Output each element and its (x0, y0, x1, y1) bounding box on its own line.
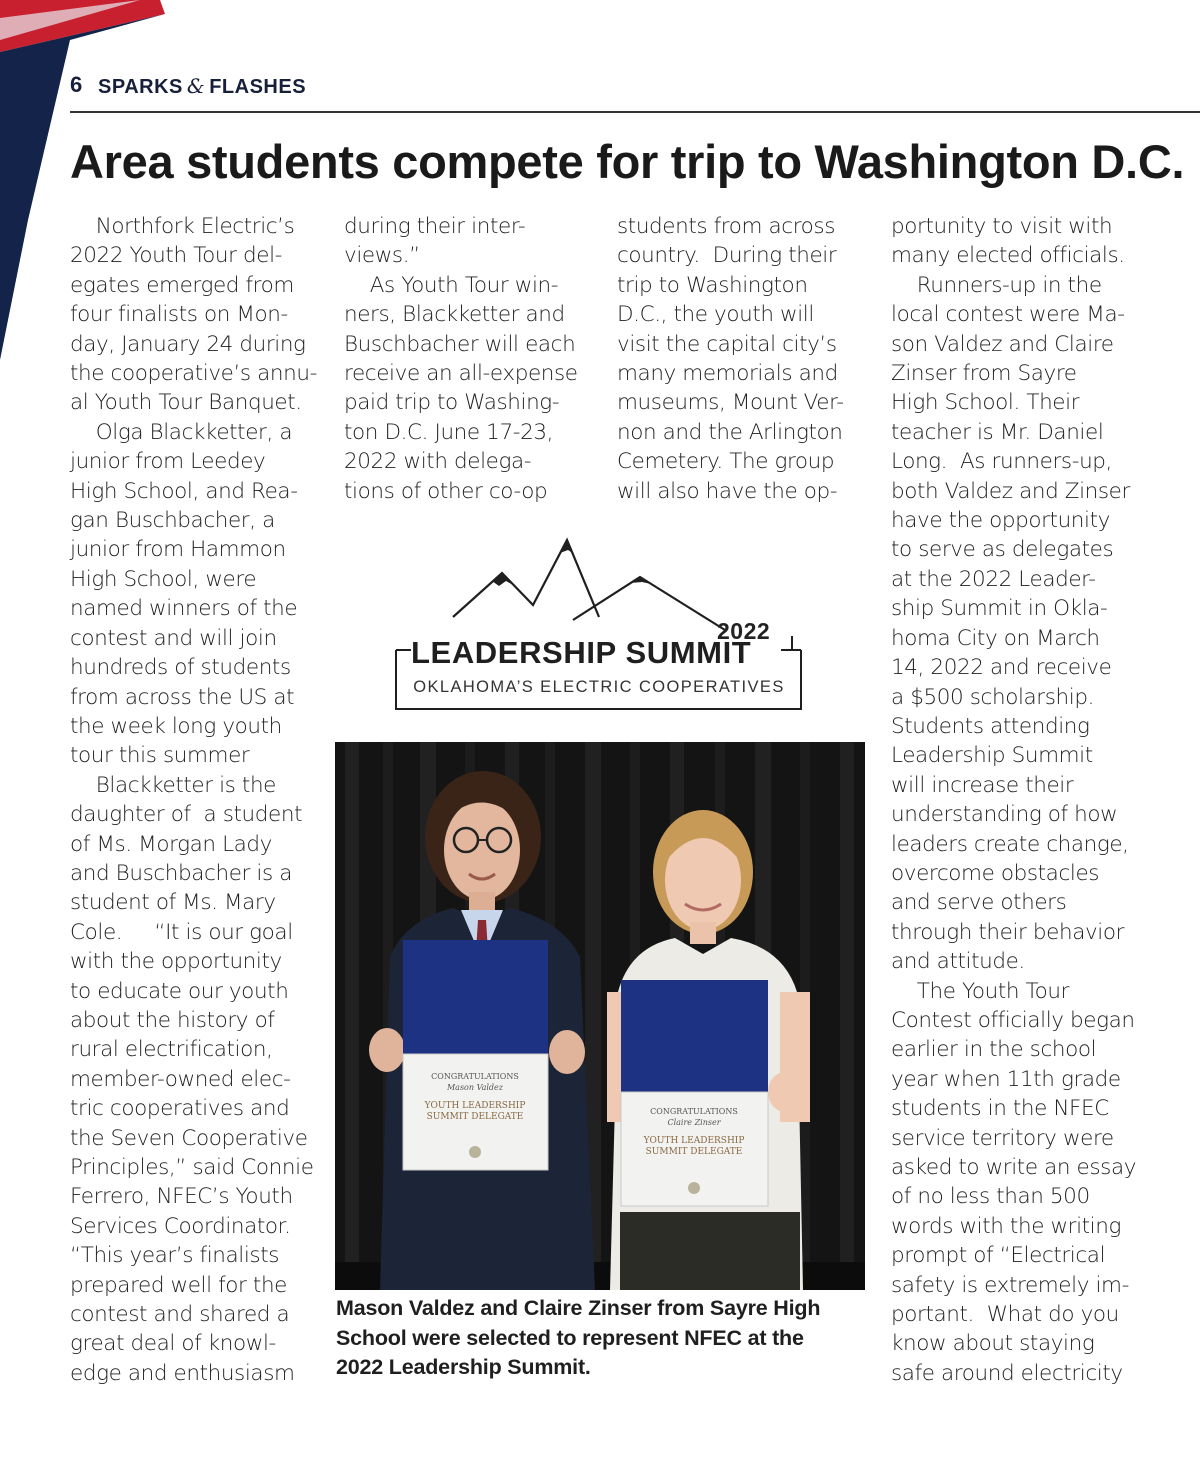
article-line: homa City on March (891, 625, 1100, 651)
article-line: 2022 with delega- (344, 449, 532, 475)
article-line: 14, 2022 and receive (891, 655, 1112, 681)
article-line: Contest officially began (891, 1007, 1135, 1033)
article-line: teacher is Mr. Daniel (891, 419, 1104, 445)
article-line: have the opportunity (891, 508, 1110, 534)
article-line: many elected officials. (891, 243, 1125, 269)
article-line: “This year’s finalists (70, 1243, 280, 1269)
cert-right-line1: YOUTH LEADERSHIP (643, 1136, 745, 1146)
article-line: a $500 scholarship. (891, 684, 1095, 710)
caption-line: School were selected to represent NFEC at the (336, 1325, 804, 1350)
article-line: about the history of (70, 1007, 275, 1033)
article-line: the Seven Cooperative (70, 1125, 308, 1151)
article-line: students from across (617, 214, 836, 239)
article-line: and Buschbacher is a (70, 860, 292, 886)
logo-year: 2022 (717, 618, 771, 644)
article-line: tions of other co-op (344, 478, 548, 504)
article-line: the week long youth (70, 713, 282, 739)
article-line: junior from Hammon (70, 537, 286, 563)
article-line: contest and will join (70, 625, 277, 651)
article-line: the cooperative’s annu- (70, 361, 317, 387)
article-line: ton D.C. June 17-23, (344, 419, 554, 445)
article-line: understanding of how (891, 802, 1118, 828)
publication-name-ampersand: & (186, 74, 206, 98)
students-photo (335, 742, 865, 1290)
article-line: safe around electricity (891, 1360, 1123, 1386)
article-line: will increase their (891, 772, 1074, 798)
article-column-4 (891, 212, 1181, 1388)
article-line: paid trip to Washing- (344, 390, 560, 416)
article-line: words with the writing (891, 1213, 1121, 1239)
article-line: Runners-up in the (891, 272, 1102, 298)
article-line: earlier in the school (891, 1037, 1097, 1063)
article-line: Northfork Electric’s (70, 214, 295, 239)
article-line: through their behavior (891, 919, 1125, 945)
article-line: of Ms. Morgan Lady (70, 831, 273, 857)
article-line: High School. Their (891, 390, 1080, 416)
publication-name-part1: SPARKS (98, 76, 183, 98)
article-line: The Youth Tour (891, 978, 1070, 1004)
cert-left-name: Mason Valdez (446, 1083, 504, 1092)
article-line: from across the US at (70, 684, 295, 710)
article-line: As Youth Tour win- (344, 272, 559, 298)
cert-left-heading: CONGRATULATIONS (431, 1072, 519, 1081)
article-line: named winners of the (70, 596, 298, 622)
article-line: service territory were (891, 1125, 1114, 1151)
article-line: at the 2022 Leader- (891, 566, 1096, 592)
article-line: year when 11th grade (891, 1066, 1121, 1092)
article-line: student of Ms. Mary (70, 890, 276, 916)
article-line: Zinser from Sayre (891, 361, 1077, 387)
article-line: rural electrification, (70, 1037, 273, 1063)
article-line: contest and shared a (70, 1302, 290, 1328)
article-line: both Valdez and Zinser (891, 478, 1130, 504)
article-line: trip to Washington (617, 272, 808, 298)
article-line: country. During their (617, 243, 837, 269)
cert-right-line2: SUMMIT DELEGATE (645, 1147, 743, 1157)
article-line: daughter of a student (70, 802, 303, 828)
cert-left-line2: SUMMIT DELEGATE (426, 1112, 524, 1122)
cert-left-line1: YOUTH LEADERSHIP (424, 1101, 526, 1111)
caption-line: Mason Valdez and Claire Zinser from Sayre High (336, 1296, 821, 1320)
article-line: hundreds of students (70, 655, 291, 681)
article-line: tric cooperatives and (70, 1096, 290, 1122)
article-line: egates emerged from (70, 272, 294, 298)
article-line: great deal of knowl- (70, 1331, 276, 1357)
article-line: 2022 Youth Tour del- (70, 243, 283, 269)
article-line: day, January 24 during (70, 331, 306, 357)
article-line: Cemetery. The group (617, 449, 835, 475)
article-line: overcome obstacles (891, 860, 1100, 886)
article-line: of no less than 500 (891, 1184, 1090, 1210)
article-line: Cole. “It is our goal (70, 919, 293, 945)
article-line: Services Coordinator. (70, 1213, 291, 1239)
article-line: receive an all-expense (344, 361, 578, 387)
photo-caption (336, 1294, 856, 1383)
article-line: with the opportunity (70, 949, 282, 975)
article-line: portant. What do you (891, 1302, 1119, 1328)
article-line: son Valdez and Claire (891, 331, 1114, 357)
article-line: Principles,” said Connie (70, 1155, 314, 1180)
caption-line: 2022 Leadership Summit. (336, 1355, 591, 1379)
article-line: to educate our youth (70, 978, 289, 1004)
article-line: prepared well for the (70, 1272, 288, 1298)
article-line: leaders create change, (891, 831, 1129, 857)
article-line: safety is extremely im- (891, 1272, 1129, 1298)
article-line: al Youth Tour Banquet. (70, 390, 302, 416)
article-line: four finalists on Mon- (70, 302, 288, 328)
article-line: Olga Blackketter, a (70, 419, 293, 445)
article-line: High School, were (70, 566, 257, 592)
article-line: views.” (344, 243, 420, 269)
article-line: to serve as delegates (891, 537, 1114, 563)
publication-name (98, 74, 306, 99)
article-column-1 (70, 212, 320, 1388)
article-line: D.C., the youth will (617, 302, 814, 328)
students-photo-illustration (335, 742, 865, 1290)
article-line: visit the capital city’s (617, 331, 837, 357)
article-title: Area students compete for trip to Washington D.C. (70, 135, 1185, 188)
article-line: will also have the op- (617, 478, 838, 504)
article-line: junior from Leedey (70, 449, 266, 475)
article-line: Long. As runners-up, (891, 449, 1112, 475)
article-line: and attitude. (891, 949, 1025, 975)
article-line: High School, and Rea- (70, 478, 298, 504)
article-line: museums, Mount Ver- (617, 390, 844, 416)
cert-right-heading: CONGRATULATIONS (650, 1107, 738, 1116)
article-line: asked to write an essay (891, 1155, 1137, 1180)
article-line: Students attending (891, 713, 1090, 739)
logo-title: LEADERSHIP SUMMIT (411, 635, 752, 670)
article-line: non and the Arlington (617, 419, 843, 445)
article-line: Blackketter is the (70, 772, 277, 798)
page-header (70, 70, 1200, 114)
article-column-2 (344, 212, 594, 506)
article-line: during their inter- (344, 214, 526, 239)
article-line: portunity to visit with (891, 214, 1113, 239)
article-line: ners, Blackketter and (344, 302, 565, 328)
logo-subtitle: OKLAHOMA’S ELECTRIC COOPERATIVES (413, 678, 785, 696)
article-line: Buschbacher will each (344, 331, 576, 357)
article-line: edge and enthusiasm (70, 1360, 295, 1386)
header-rule (70, 111, 1200, 113)
publication-name-part2: FLASHES (209, 76, 307, 98)
article-line: gan Buschbacher, a (70, 508, 275, 534)
article-line: ship Summit in Okla- (891, 596, 1108, 622)
page-number: 6 (70, 72, 83, 97)
article-line: many memorials and (617, 361, 838, 387)
article-column-3 (617, 212, 867, 506)
cert-right-name: Claire Zinser (667, 1118, 721, 1127)
leadership-summit-logo (395, 535, 805, 713)
article-line: prompt of “Electrical (891, 1243, 1106, 1269)
article-line: Ferrero, NFEC’s Youth (70, 1184, 293, 1210)
article-line: know about staying (891, 1331, 1095, 1357)
article-line: and serve others (891, 890, 1067, 916)
article-line: member-owned elec- (70, 1066, 291, 1092)
article-line: local contest were Ma- (891, 302, 1125, 328)
article-line: Leadership Summit (891, 743, 1093, 769)
article-line: tour this summer (70, 743, 250, 769)
article-line: students in the NFEC (891, 1096, 1109, 1122)
